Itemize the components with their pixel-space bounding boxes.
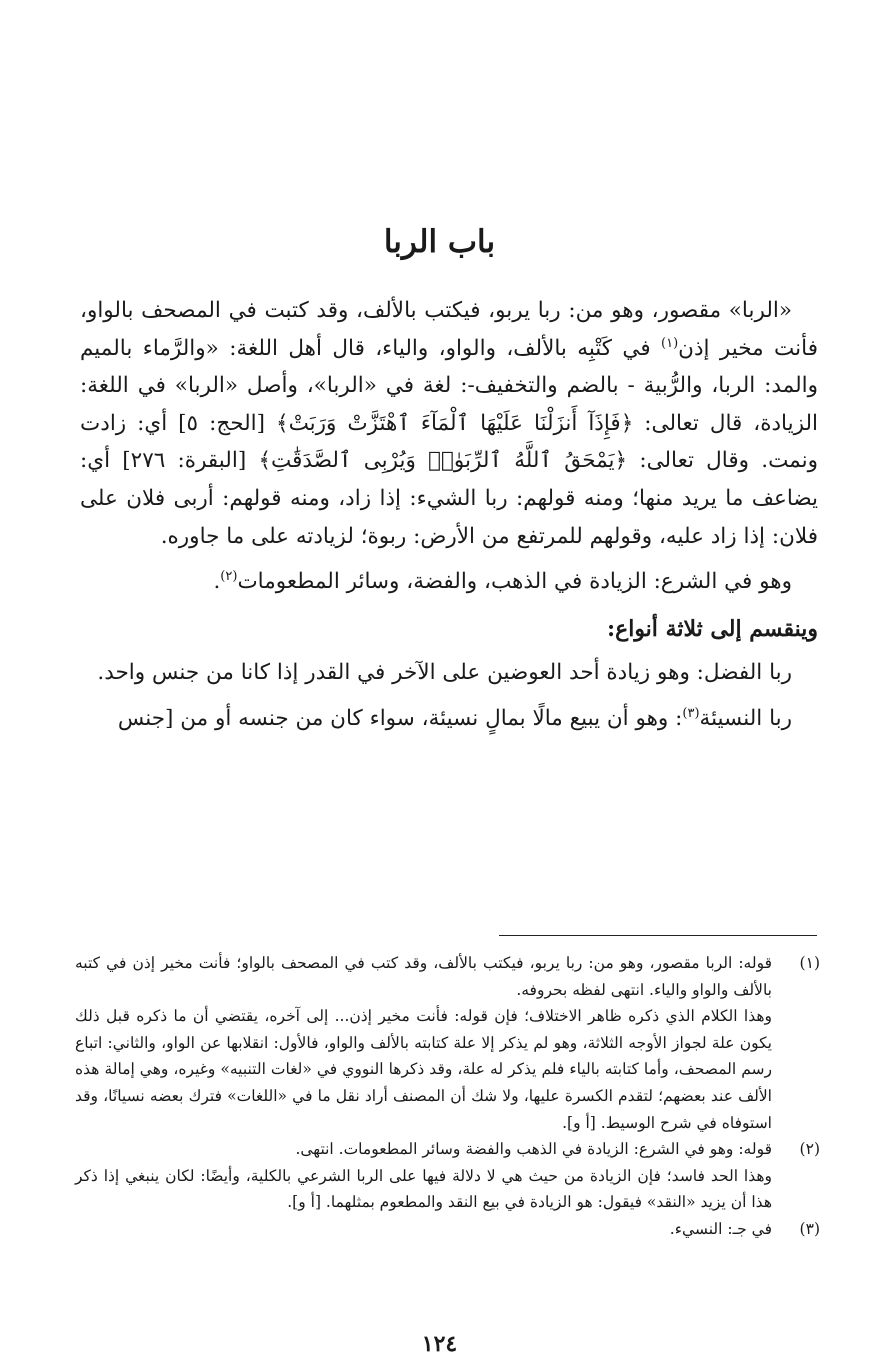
- footnote-reference-1[interactable]: (١): [661, 335, 679, 351]
- paragraph-riba-nasiah: [80, 700, 818, 738]
- paragraph-text: وهو في الشرع: الزيادة في الذهب، والفضة، وسائر المطعومات: [237, 569, 792, 595]
- quran-verse-hajj: ﴿فَإِذَآ أَنزَلْنَا عَلَيْهَا ٱلْمَآءَ ٱهْتَزَّتْ وَرَبَتْ﴾: [275, 410, 634, 436]
- footnote-paragraph: في جـ: النسيء.: [669, 1219, 772, 1238]
- footnote-reference-2[interactable]: (٢): [220, 569, 238, 584]
- main-text: [80, 292, 818, 746]
- section-heading: وينقسم إلى ثلاثة أنواع:: [606, 615, 818, 642]
- paragraph-text: : وهو أن يبيع مالًا بمالٍ نسيئة، سواء كان من جنسه أو من [جنس: [117, 705, 683, 731]
- footnote-body: [75, 1216, 772, 1243]
- paragraph-text: ربا الفضل: وهو زيادة أحد العوضين على الآخر في القدر إذا كانا من جنس واحد.: [97, 660, 792, 686]
- chapter-title: باب الربا: [383, 224, 496, 260]
- page-number: ١٢٤: [421, 1331, 458, 1357]
- footnote-number: (١): [799, 954, 820, 972]
- footnote-paragraph: وهذا الحد فاسد؛ فإن الزيادة من حيث هي لا دلالة فيها على الربا الشرعي بالكلية، وأيضًا: لكان ينبغي إذا ذكر هذا أن يزيد «النقد» فيقول: هو الزيادة في بيع النقد والمطعوم بمثلهما. [أ و].: [75, 1166, 772, 1212]
- paragraph-text: [البقرة: ٢٧٦] أي: يضاعف ما يريد منها؛ ومنه قولهم: ربا الشيء: إذا زاد، ومنه قولهم: أربى فلان على فلان: إذا زاد عليه، وقولهم للمرتفع من الأرض: ربوة؛ لزيادته على ما جاوره.: [80, 448, 818, 549]
- footnote-paragraph: قوله: الربا مقصور، وهو من: ربا يربو، فيكتب بالألف، وقد كتب في المصحف بالواو؛ فأنت مخير إذن في كتبه بالألف والواو والياء. انتهى لفظه بحروفه.: [75, 954, 772, 999]
- footnote-3: [75, 1216, 820, 1243]
- footnote-number: (٣): [799, 1219, 820, 1238]
- paragraph-text: ربا النسيئة: [699, 705, 792, 731]
- footnote-divider: [499, 935, 817, 936]
- paragraph-text: [الحج: ٥] أي: زادت ونمت. وقال تعالى:: [80, 410, 818, 474]
- paragraph-text: «الربا» مقصور، وهو من: ربا يربو، فيكتب بالألف، وقد كتبت في المصحف بالواو، فأنت مخير إذن: [80, 298, 818, 361]
- footnote-number: (٢): [799, 1140, 820, 1159]
- paragraph-sharia-definition: [80, 563, 818, 601]
- footnote-paragraph: قوله: وهو في الشرع: الزيادة في الذهب والفضة وسائر المطعومات. انتهى.: [295, 1140, 772, 1159]
- footnote-reference-3[interactable]: (٣): [682, 705, 700, 721]
- footnote-paragraph: وهذا الكلام الذي ذكره ظاهر الاختلاف؛ فإن قوله: فأنت مخير إذن... إلى آخره، يقتضي أن ما ذكره قبل ذلك يكون علة لجواز الأوجه الثلاثة، وهو لم يذكر إلا علة كتابته بالألف والواو، فالأول: انقلابها عن الواو، والثاني: اتباع رسم المصحف، وأما كتابته بالياء فلم يذكر له علة، وقد ذكرها النووي في «لغات التنبيه» وغيره، وهي إمالة هذه الألف عند بعضهم؛ لتقدم الكسرة عليها، ولا شك أن المصنف أراد نقل ما في «اللغات» فترك بعضه نسيانًا، وقد استوفاه في شرح الوسيط. [أ و].: [75, 1007, 772, 1132]
- paragraph-end: .: [213, 569, 221, 595]
- footnote-body: [75, 950, 772, 1136]
- footnotes: [75, 950, 820, 1243]
- paragraph-text: في كَتْبِه بالألف، والواو، والياء، قال أهل اللغة: «والرَّماء بالميم والمد: الربا، والرُّبية - بالضم والتخفيف-: لغة في «الربا»، وأصل «الربا» في اللغة: الزيادة، قال تعالى:: [80, 335, 818, 436]
- footnote-body: [75, 1136, 772, 1216]
- paragraph-definition: [80, 292, 818, 555]
- footnote-1: [75, 950, 820, 1136]
- quran-verse-baqarah: ﴿يَمْحَقُ ٱللَّهُ ٱلرِّبَوٰا۟ وَيُرْبِى ٱلصَّدَقَٰتِ﴾: [258, 448, 628, 474]
- footnote-2: [75, 1136, 820, 1216]
- paragraph-riba-fadl: [80, 654, 818, 692]
